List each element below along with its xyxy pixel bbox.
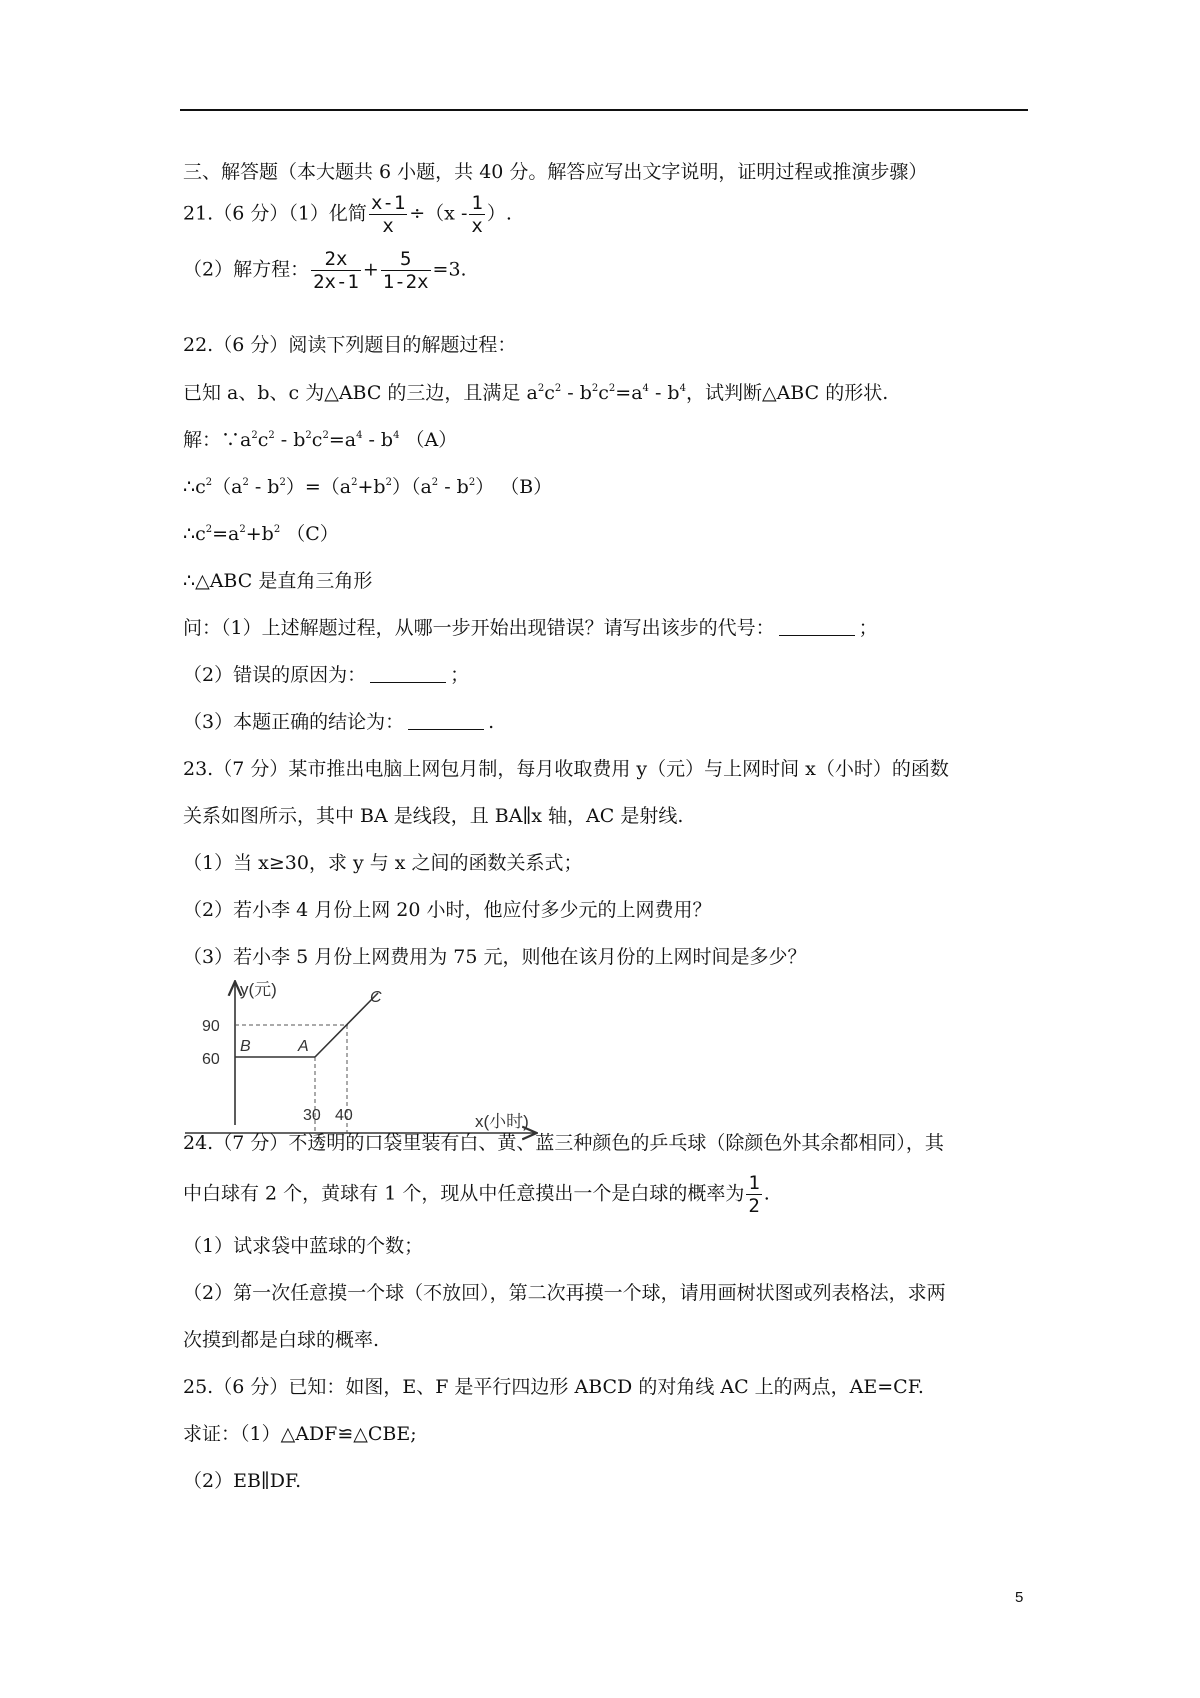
superscript: 2 (351, 477, 358, 488)
step-text: ） （B） (475, 476, 553, 498)
q24-line-1: 24.（7 分）不透明的口袋里装有白、黄、蓝三种颜色的乒乓球（除颜色外其余都相同），其 (183, 1132, 944, 1154)
q22-step-a (183, 428, 457, 452)
point-a-label: A (298, 1038, 309, 1055)
question-text: （3）本题正确的结论为： (183, 711, 405, 733)
step-text: +b (245, 523, 274, 545)
q21-frac4-denominator: 1-2x (382, 271, 429, 293)
q22-step-c (183, 522, 339, 546)
q23-part-3: （3）若小李 5 月份上网费用为 75 元，则他在该月份的上网时间是多少？ (183, 946, 807, 968)
q24-part-1: （1）试求袋中蓝球的个数； (183, 1235, 424, 1257)
q21-part1-prefix: 21.（6 分）（1）化简 (183, 202, 367, 225)
superscript: 2 (385, 477, 392, 488)
answer-blank (408, 711, 484, 730)
q22-step-b (183, 475, 552, 499)
step-text: ）（a (391, 476, 432, 498)
q21-fraction-3 (311, 248, 361, 293)
point-b-label: B (240, 1038, 251, 1055)
q23-part-2: （2）若小李 4 月份上网 20 小时，他应付多少元的上网费用？ (183, 899, 712, 921)
q22-given-text: =a (615, 382, 643, 404)
question-text: （2）错误的原因为： (183, 664, 367, 686)
q21-part1-suffix: ）. (486, 202, 512, 225)
q24-frac-denominator: 2 (748, 1195, 760, 1217)
q21-plus: + (362, 258, 379, 281)
section-title: 三、解答题（本大题共 6 小题，共 40 分。解答应写出文字说明，证明过程或推演步骤） (183, 161, 928, 183)
q21-frac1-denominator: x (382, 215, 394, 237)
step-text: +b (357, 476, 386, 498)
q21-fraction-2 (469, 192, 484, 237)
q22-question-2 (183, 663, 469, 687)
superscript: 2 (431, 477, 439, 488)
y-tick-90: 90 (202, 1018, 220, 1035)
question-text: 问：（1）上述解题过程，从哪一步开始出现错误？请写出该步的代号： (183, 617, 775, 639)
superscript: 2 (268, 430, 275, 441)
q25-line-1: 25.（6 分）已知：如图，E、F 是平行四边形 ABCD 的对角线 AC 上的两点，AE=CF. (183, 1376, 924, 1398)
q21-fraction-1 (369, 192, 407, 237)
point-c-label: C (370, 989, 382, 1006)
q24-part-2a: （2）第一次任意摸一个球（不放回），第二次再摸一个球，请用画树状图或列表格法，求两 (183, 1282, 946, 1304)
q24-text: 中白球有 2 个，黄球有 1 个，现从中任意摸出一个是白球的概率为 (183, 1182, 745, 1205)
y-tick-60: 60 (202, 1051, 220, 1068)
punctuation: . (763, 1182, 770, 1205)
superscript: 2 (279, 477, 286, 488)
q25-part-2: （2）EB∥DF. (183, 1470, 302, 1492)
q22-given-text: ，试判断△ABC 的形状. (685, 382, 889, 404)
q21-part2-suffix: =3. (432, 258, 467, 281)
superscript: 2 (239, 524, 246, 535)
q21-part2-prefix: （2）解方程： (183, 258, 310, 281)
superscript: 2 (468, 477, 476, 488)
step-text: 解：∵a (183, 429, 252, 451)
step-text: - b (362, 429, 394, 451)
page-number: 5 (1015, 1589, 1024, 1606)
superscript: 2 (554, 383, 562, 394)
superscript: 2 (322, 430, 329, 441)
step-text: =a (328, 429, 357, 451)
q22-given (183, 381, 888, 405)
q23-line-2: 关系如图所示，其中 BA 是线段，且 BA∥x 轴，AC 是射线. (183, 805, 684, 827)
q22-given-text: - b (648, 382, 680, 404)
superscript: 2 (305, 430, 312, 441)
q21-part1 (183, 192, 512, 237)
step-text: ∴c (183, 476, 206, 498)
step-text: ∴c (183, 523, 206, 545)
q21-frac2-denominator: x (471, 215, 483, 237)
q22-question-1 (183, 616, 878, 640)
superscript: 2 (273, 524, 281, 535)
q21-fraction-4 (381, 248, 431, 293)
q21-frac3-numerator: 2x (311, 248, 361, 271)
y-axis-label: y(元) (240, 980, 277, 999)
superscript: 4 (642, 383, 649, 394)
x-tick-40: 40 (335, 1107, 353, 1124)
q23-function-graph (180, 975, 540, 1145)
superscript: 2 (608, 383, 616, 394)
q22-title: 22.（6 分）阅读下列题目的解题过程： (183, 334, 517, 356)
step-text: （a (212, 476, 243, 498)
q21-frac2-numerator: 1 (471, 192, 483, 214)
answer-blank (779, 617, 855, 636)
q24-part-2b: 次摸到都是白球的概率. (183, 1329, 380, 1351)
q24-line-2 (183, 1172, 770, 1217)
step-text: - b (274, 429, 306, 451)
x-axis-label: x(小时) (475, 1112, 529, 1131)
q24-probability-fraction (746, 1172, 761, 1217)
q22-step-d: ∴△ABC 是直角三角形 (183, 570, 373, 592)
punctuation: . (488, 711, 495, 733)
superscript: 4 (356, 430, 363, 441)
q21-divide: ÷（x - (409, 202, 468, 225)
step-text: - b (438, 476, 469, 498)
q22-given-text: c (598, 382, 609, 404)
superscript: 2 (205, 477, 213, 488)
answer-blank (370, 664, 446, 683)
q23-line-1: 23.（7 分）某市推出电脑上网包月制，每月收取费用 y（元）与上网时间 x（小时）的函数 (183, 758, 949, 780)
step-text: （A） (399, 429, 458, 451)
step-text: （C） (280, 523, 339, 545)
superscript: 2 (591, 383, 599, 394)
q21-part2 (183, 248, 467, 293)
q21-frac4-numerator: 5 (381, 248, 431, 271)
step-text: ）=（a (285, 476, 352, 498)
punctuation: ； (450, 664, 470, 686)
step-text: c (311, 429, 323, 451)
q22-given-text: - b (561, 382, 592, 404)
step-text: c (257, 429, 269, 451)
header-rule (180, 109, 1028, 111)
q21-frac3-denominator: 2x-1 (313, 271, 359, 293)
superscript: 4 (679, 383, 686, 394)
q22-given-text: c (544, 382, 555, 404)
superscript: 2 (242, 477, 249, 488)
superscript: 2 (205, 524, 213, 535)
punctuation: ； (858, 617, 878, 639)
superscript: 2 (537, 383, 545, 394)
q21-frac1-numerator: x-1 (370, 192, 406, 214)
q25-part-1: 求证：（1）△ADF≌△CBE; (183, 1423, 417, 1445)
q22-question-3 (183, 710, 494, 734)
x-tick-30: 30 (303, 1107, 321, 1124)
q23-part-1: （1）当 x≥30，求 y 与 x 之间的函数关系式； (183, 852, 583, 874)
step-text: - b (248, 476, 280, 498)
step-text: =a (212, 523, 240, 545)
superscript: 4 (393, 430, 400, 441)
superscript: 2 (251, 430, 258, 441)
q24-frac-numerator: 1 (748, 1172, 760, 1194)
q22-given-text: 已知 a、b、c 为△ABC 的三边，且满足 a (183, 382, 538, 404)
